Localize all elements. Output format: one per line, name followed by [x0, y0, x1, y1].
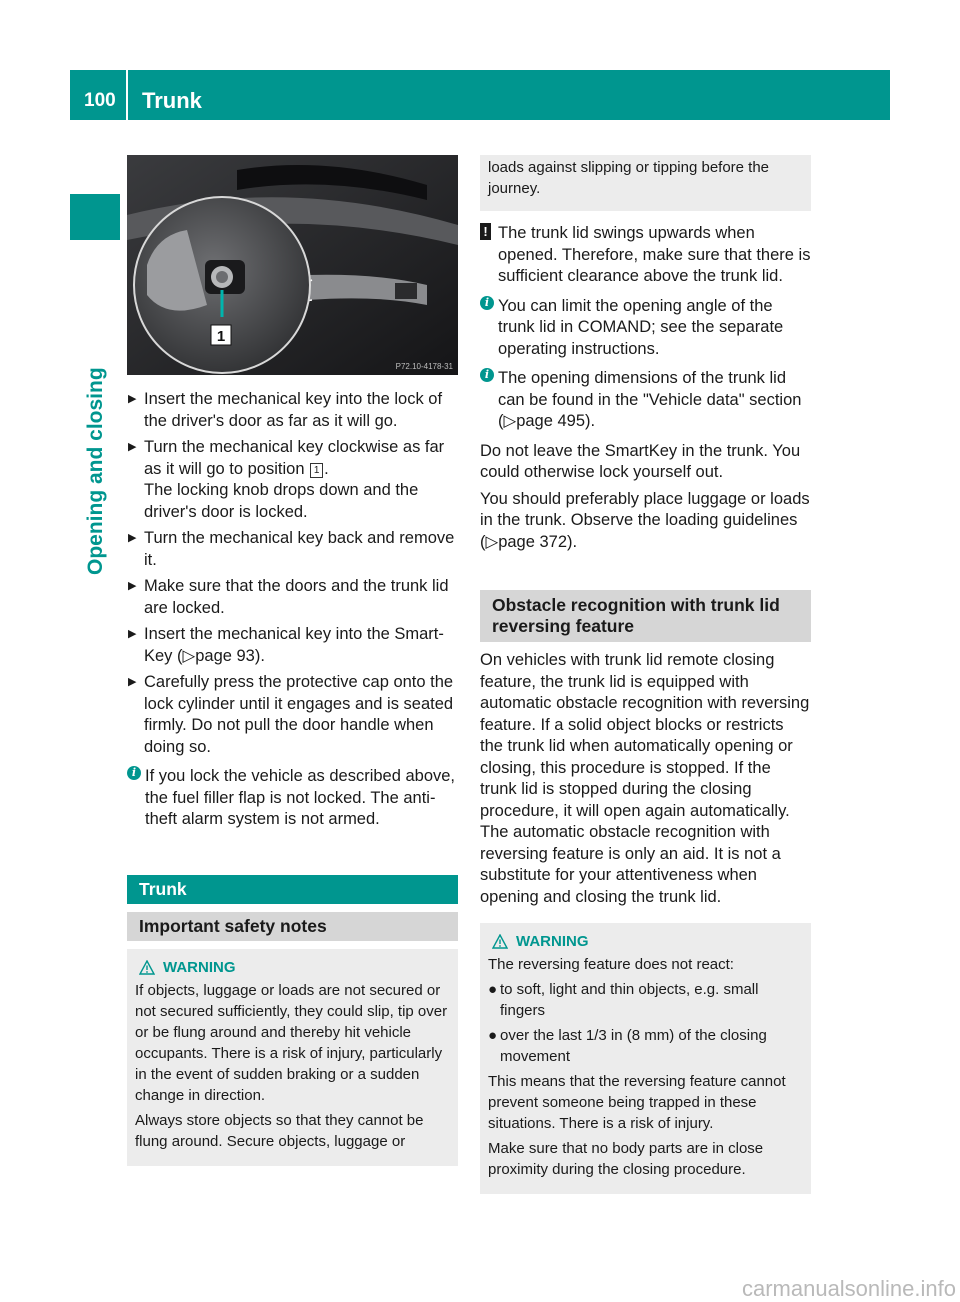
figure-code: P72.10-4178-31 [395, 362, 453, 371]
warning-triangle-icon [139, 960, 155, 975]
info-icon: i [480, 368, 494, 382]
warning-box-luggage [127, 949, 458, 1166]
step-1: ▶ Insert the mechanical key into the lock of the driver's door as far as it will go. [128, 390, 443, 430]
warning-text: If objects, luggage or loads are not secured or not secured sufficiently, they could slip, tip over or be flung around and thereby hit vehicle occupants. There is a risk of injury, particularly in the event of sudden braking or a sudden change in direction. [135, 982, 448, 1104]
page-ref-arrow-icon: ▷ [503, 412, 517, 430]
warning-text: Always store objects so that they cannot be flung around. Secure objects, luggage or [135, 1112, 424, 1150]
page-ref-arrow-icon: ▷ [485, 532, 499, 551]
page-ref-495[interactable]: page 495 [516, 412, 586, 430]
right-column [480, 155, 811, 1194]
left-column [127, 155, 458, 1166]
step-2: ▶ Turn the mechanical key clockwise as far as it will go to position 1 . The locking knob drops down and the driver's door is locked. [128, 438, 445, 521]
warning-text: This means that the reversing feature cannot prevent someone being trapped in these situations. There is a risk of injury. [488, 1073, 786, 1132]
step-4: ▶ Make sure that the doors and the trunk lid are locked. [128, 577, 449, 617]
warning-bullet: ● over the last 1/3 in (8 mm) of the closing movement [488, 1027, 767, 1065]
info-icon: i [480, 296, 494, 310]
section-title-trunk: Trunk [127, 875, 458, 904]
info-icon: i [127, 766, 141, 780]
step-arrow-icon: ▶ [128, 580, 137, 592]
page-title: Trunk [142, 88, 202, 113]
position-key-1: 1 [310, 463, 323, 478]
subsection-title-safety: Important safety notes [127, 912, 458, 942]
caution-note-clearance: ! The trunk lid swings upwards when opened. Therefore, make sure that there is sufficient clearance above the trunk lid. [480, 223, 811, 288]
warning-header: WARNING [135, 957, 450, 978]
page-ref-arrow-icon: ▷ [182, 646, 196, 665]
info-note-fuel-flap: i If you lock the vehicle as described above, the fuel filler flap is not locked. The anti-theft alarm system is not armed. [127, 766, 458, 831]
paragraph-smartkey: Do not leave the SmartKey in the trunk. You could otherwise lock yourself out. [480, 441, 801, 481]
page-header [70, 70, 890, 120]
warning-text: Make sure that no body parts are in close proximity during the closing procedure. [488, 1140, 764, 1178]
warning-box-continued [480, 155, 811, 211]
step-arrow-icon: ▶ [128, 393, 137, 405]
door-lock-illustration [127, 155, 458, 375]
page-ref-93[interactable]: page 93 [195, 646, 255, 665]
step-arrow-icon: ▶ [128, 441, 137, 453]
step-arrow-icon: ▶ [128, 676, 137, 688]
section-title-obstacle: Obstacle recognition with trunk lid reversing feature [480, 590, 811, 642]
watermark: carmanualsonline.info [741, 1276, 956, 1301]
bullet-icon: ● [488, 1027, 498, 1044]
info-note-opening-angle: i You can limit the opening angle of the trunk lid in COMAND; see the separate operating instructions. [480, 296, 811, 361]
door-lock-photo [127, 155, 458, 375]
warning-box-reversing [480, 923, 811, 1194]
step-arrow-icon: ▶ [128, 628, 137, 640]
warning-text: The reversing feature does not react: [488, 956, 734, 973]
caution-icon: ! [480, 223, 491, 240]
chapter-tab [70, 194, 120, 240]
paragraph-obstacle-recognition: On vehicles with trunk lid remote closing feature, the trunk lid is equipped with automatic obstacle recognition with reversing feature. If a solid object blocks or restricts the trunk lid when automatically opening or closing, this procedure is stopped. If the trunk lid is stopped during the closing procedure, it will open again automatically. The automatic obstacle recognition with reversing feature is only an aid. It is not a substitute for your attentiveness when opening and closing the trunk lid. [480, 651, 810, 906]
warning-header: WARNING [488, 931, 803, 952]
step-6: ▶ Carefully press the protective cap onto the lock cylinder until it engages and is seated firmly. Do not pull the door handle when doing so. [128, 673, 454, 756]
bullet-icon: ● [488, 981, 498, 998]
warning-triangle-icon [492, 934, 508, 949]
info-note-dimensions: i The opening dimensions of the trunk lid can be found in the "Vehicle data" section (▷page 495). [480, 368, 811, 433]
step-5: ▶ Insert the mechanical key into the Smart-Key (▷page 93). [128, 625, 444, 665]
step-2-result: The locking knob drops down and the driver's door is locked. [144, 481, 419, 521]
warning-bullet: ● to soft, light and thin objects, e.g. small fingers [488, 981, 759, 1019]
page-ref-372[interactable]: page 372 [498, 532, 568, 551]
paragraph-loading: You should preferably place luggage or loads in the trunk. Observe the loading guidelines (▷page 372). [480, 489, 810, 551]
step-3: ▶ Turn the mechanical key back and remove it. [128, 529, 455, 569]
page-number: 100 [84, 90, 116, 111]
chapter-label: Opening and closing [84, 367, 107, 575]
header-divider [126, 70, 128, 120]
figure-callout: 1 [216, 328, 226, 345]
warning-text: loads against slipping or tipping before the journey. [488, 159, 770, 197]
step-arrow-icon: ▶ [128, 532, 137, 544]
